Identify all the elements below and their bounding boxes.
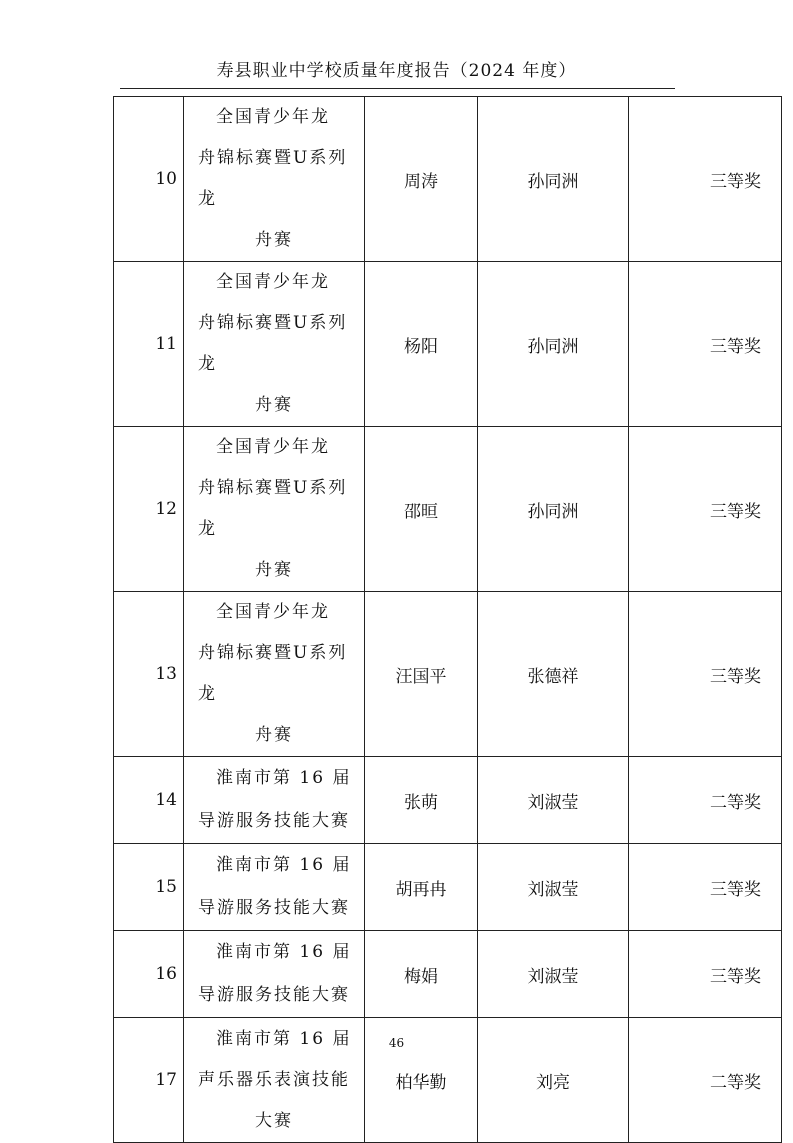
page-number: 46 [388, 1036, 405, 1050]
cell-teacher: 孙同洲 [478, 427, 629, 592]
cell-teacher: 刘淑莹 [478, 844, 629, 931]
cell-student: 梅娟 [365, 931, 478, 1018]
cell-teacher: 刘淑莹 [478, 931, 629, 1018]
table-row [114, 262, 782, 427]
cell-teacher: 孙同洲 [478, 97, 629, 262]
table-row [114, 97, 782, 262]
cell-student: 张萌 [365, 757, 478, 844]
cell-student: 邵晅 [365, 427, 478, 592]
competition-name-line: 舟锦标赛暨U系列龙 [198, 313, 348, 374]
competition-name-line: 淮南市第 16 届 [216, 768, 352, 788]
cell-teacher: 张德祥 [478, 592, 629, 757]
competition-name-line: 全国青少年龙 [216, 602, 330, 622]
competition-name-line: 全国青少年龙 [216, 437, 330, 457]
cell-student: 汪国平 [365, 592, 478, 757]
cell-student: 柏华勤 [365, 1018, 478, 1143]
cell-award: 三等奖 [629, 427, 782, 592]
cell-number: 11 [114, 262, 184, 427]
cell-award: 三等奖 [629, 931, 782, 1018]
header-divider [120, 88, 675, 89]
cell-competition [184, 427, 365, 592]
cell-competition [184, 931, 365, 1018]
table-row [114, 931, 782, 1018]
cell-award: 二等奖 [629, 1018, 782, 1143]
awards-table [113, 96, 782, 1143]
competition-name-line: 舟锦标赛暨U系列龙 [198, 478, 348, 539]
cell-competition [184, 757, 365, 844]
competition-name-line: 导游服务技能大赛 [198, 985, 350, 1005]
awards-table-body [114, 97, 782, 1143]
competition-name-line: 舟赛 [255, 395, 293, 415]
cell-award: 三等奖 [629, 262, 782, 427]
cell-competition [184, 262, 365, 427]
cell-number: 17 [114, 1018, 184, 1143]
table-row [114, 757, 782, 844]
cell-teacher: 刘淑莹 [478, 757, 629, 844]
competition-name-line: 大赛 [255, 1110, 293, 1131]
cell-number: 16 [114, 931, 184, 1018]
cell-award: 二等奖 [629, 757, 782, 844]
competition-name-line: 舟赛 [255, 725, 293, 745]
competition-name-line: 淮南市第 16 届 [216, 942, 352, 962]
cell-award: 三等奖 [629, 844, 782, 931]
cell-teacher: 刘亮 [478, 1018, 629, 1143]
cell-number: 12 [114, 427, 184, 592]
cell-award: 三等奖 [629, 592, 782, 757]
competition-name-line: 舟锦标赛暨U系列龙 [198, 148, 348, 209]
competition-name-line: 全国青少年龙 [216, 107, 330, 127]
competition-name-line: 舟赛 [255, 230, 293, 250]
cell-number: 15 [114, 844, 184, 931]
cell-number: 10 [114, 97, 184, 262]
competition-name-line: 淮南市第 16 届 [216, 855, 352, 875]
cell-number: 14 [114, 757, 184, 844]
cell-teacher: 孙同洲 [478, 262, 629, 427]
cell-award: 三等奖 [629, 97, 782, 262]
cell-competition [184, 97, 365, 262]
table-row [114, 844, 782, 931]
competition-name-line: 导游服务技能大赛 [198, 898, 350, 918]
table-row [114, 427, 782, 592]
report-header-title: 寿县职业中学校质量年度报告（2024 年度） [216, 61, 577, 81]
table-row [114, 592, 782, 757]
competition-name-line: 全国青少年龙 [216, 272, 330, 292]
cell-student: 周涛 [365, 97, 478, 262]
cell-competition [184, 592, 365, 757]
competition-name-line: 淮南市第 16 届 [216, 1028, 352, 1049]
cell-student: 杨阳 [365, 262, 478, 427]
cell-competition [184, 844, 365, 931]
competition-name-line: 声乐器乐表演技能 [198, 1069, 350, 1090]
cell-number: 13 [114, 592, 184, 757]
competition-name-line: 舟锦标赛暨U系列龙 [198, 643, 348, 704]
cell-student: 胡再冉 [365, 844, 478, 931]
competition-name-line: 舟赛 [255, 560, 293, 580]
competition-name-line: 导游服务技能大赛 [198, 811, 350, 831]
